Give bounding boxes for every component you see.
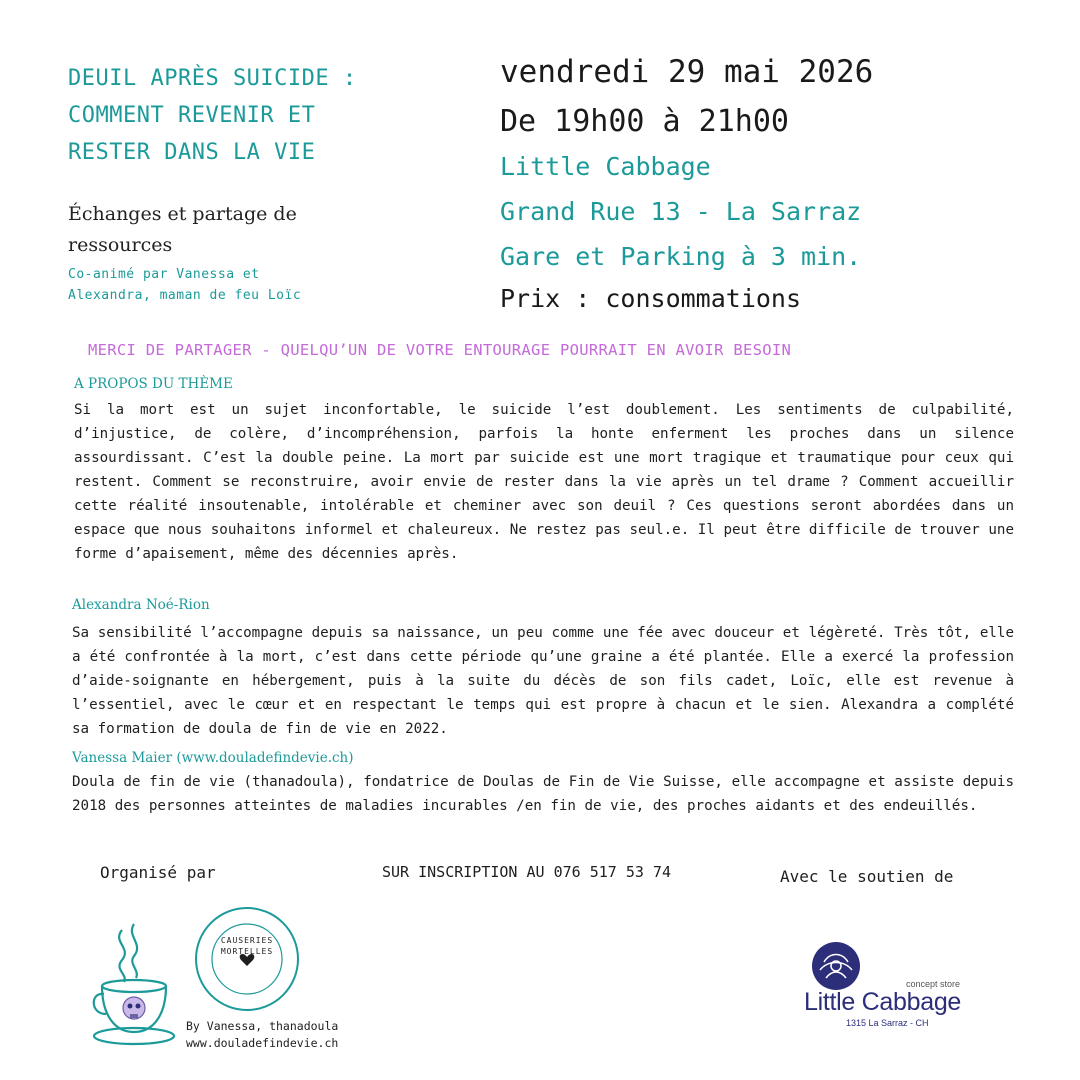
venue-name: Little Cabbage [500,152,711,181]
organiser-website[interactable]: www.douladefindevie.ch [186,1036,339,1050]
venue-address: Grand Rue 13 - La Sarraz [500,197,862,226]
theme-heading: A PROPOS DU THÈME [74,376,233,392]
title-line-3: RESTER DANS LA VIE [68,140,316,165]
share-banner: MERCI DE PARTAGER - QUELQU’UN DE VOTRE ENTOURAGE POURRAIT EN AVOIR BESOIN [88,341,792,359]
sponsor-location: 1315 La Sarraz - CH [846,1018,929,1028]
teacup-icon [88,922,180,1052]
little-cabbage-logo [790,930,990,1040]
co-animators [68,264,448,306]
organised-by-label: Organisé par [100,863,216,882]
vanessa-heading: Vanessa Maier (www.douladefindevie.ch) [72,750,354,766]
event-price: Prix : consommations [500,284,802,313]
subtitle-line-2: ressources [68,234,173,256]
event-title [68,60,448,171]
event-info [500,50,1060,319]
title-line-2: COMMENT REVENIR ET [68,103,316,128]
event-subtitle [68,199,448,261]
coanim-line-1: Co-animé par Vanessa et [68,267,260,282]
venue-access: Gare et Parking à 3 min. [500,242,862,271]
title-line-1: DEUIL APRÈS SUICIDE : [68,66,357,91]
sponsor-tag: concept store [906,979,961,989]
organiser-byline: By Vanessa, thanadoula [186,1019,339,1033]
stamp-icon [193,905,301,1013]
vanessa-body: Doula de fin de vie (thanadoula), fondatrice de Doulas de Fin de Vie Suisse, elle accompagne et assiste depuis 2018 des personnes atteintes de maladies incurables /en fin de vie, des proches aidants et des endeuillés. [72,774,1014,814]
sponsor-name: Little Cabbage [804,988,962,1016]
teacup-logo [88,922,180,1052]
theme-body: Si la mort est un sujet inconfortable, le suicide l’est doublement. Les sentiments de culpabilité, d’injustice, de colère, d’incompréhension, parfois la honte enferment les proches dans un silence assourdissant. C’est la double peine. La mort par suicide est une mort tragique et traumatique pour ceux qui restent. Comment se reconstruire, avoir envie de rester dans la vie après un tel drame ? Comment accueillir cette réalité insoutenable, intolérable et cheminer avec son deuil ? Ces questions seront abordées dans un espace que nous souhaitons informel et chaleureux. Ne restez pas seul.e. Il peut être difficile de trouver une forme d’apaisement, même des décennies après. [74,402,1014,562]
coanim-line-2: Alexandra, maman de feu Loïc [68,288,302,303]
subtitle-line-1: Échanges et partage de [68,203,297,225]
support-label: Avec le soutien de [780,867,954,886]
alexandra-body: Sa sensibilité l’accompagne depuis sa naissance, un peu comme une fée avec douceur et légèreté. Très tôt, elle a été confrontée à la mort, c’est dans cette période qu’une graine a été plantée. Elle a exercé la profession d’aide-soignante en hébergement, puis à la suite du décès de son fils cadet, Loïc, elle est revenue à l’essentiel, avec le cœur et en respectant le temps qui est propre à chacun et le sien. Alexandra a complété sa formation de doula de fin de vie en 2022. [72,625,1014,737]
organiser-credits [186,1018,338,1052]
cabbage-icon [806,938,866,992]
event-date: vendredi 29 mai 2026 [500,54,874,90]
causeries-stamp [193,905,301,1013]
registration-info: SUR INSCRIPTION AU 076 517 53 74 [382,863,671,881]
stamp-label: CAUSERIES MORTELLES [220,936,274,956]
alexandra-heading: Alexandra Noé-Rion [72,597,210,613]
event-hours: De 19h00 à 21h00 [500,104,789,139]
